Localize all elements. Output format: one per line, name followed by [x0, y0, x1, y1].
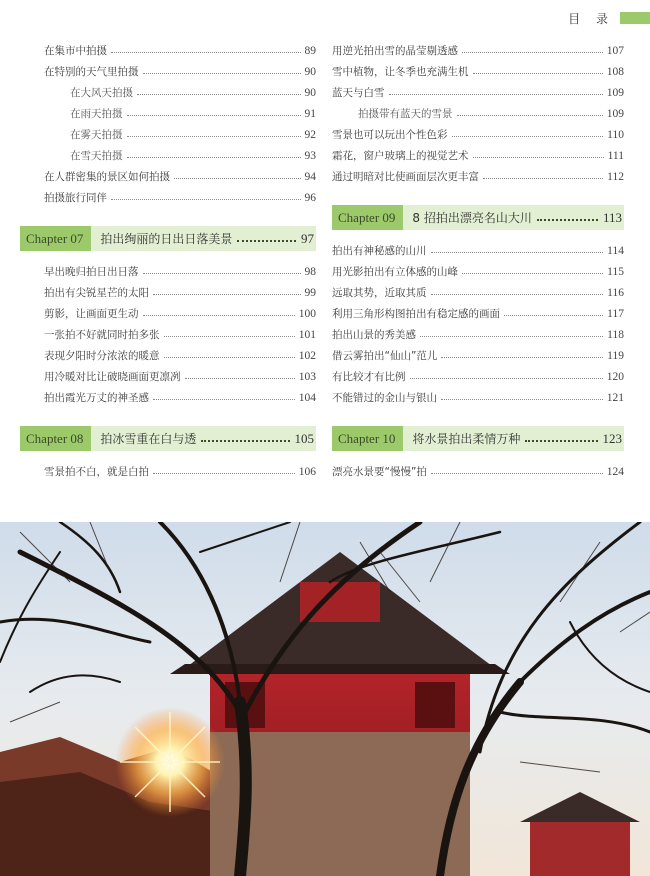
chapter-title: 拍冰雪重在白与透: [100, 432, 197, 446]
dot-leader: [127, 115, 301, 116]
toc-right-column: [332, 40, 624, 482]
toc-entry: [44, 282, 316, 303]
dot-leader: [420, 336, 603, 337]
chapter-heading: [20, 226, 316, 251]
dot-leader: [441, 399, 603, 400]
toc-entry-page-number: 90: [304, 65, 316, 78]
dot-leader: [504, 315, 603, 316]
dot-leader: [164, 336, 295, 337]
toc-entry-title: 拍摄带有蓝天的雪景: [358, 108, 453, 120]
toc-entry-page-number: 91: [304, 107, 316, 120]
toc-entry-title: 蓝天与白雪: [332, 87, 385, 99]
dot-leader: [457, 115, 603, 116]
dot-leader: [127, 157, 301, 158]
toc-entry-page-number: 118: [607, 328, 624, 341]
toc-subentry: [44, 124, 316, 145]
chapter-title: 8 招拍出漂亮名山大川: [412, 211, 532, 225]
toc-entry: [332, 240, 624, 261]
toc-entry-page-number: 116: [607, 286, 624, 299]
toc-entry: [332, 387, 624, 408]
toc-entry-title: 雪景也可以玩出个性色彩: [332, 129, 448, 141]
toc-entry-title: 利用三角形构图拍出有稳定感的画面: [332, 308, 500, 320]
toc-entry-page-number: 114: [607, 244, 624, 257]
toc-entry-page-number: 109: [606, 107, 624, 120]
toc-entry-title: 在大风天拍摄: [70, 87, 133, 99]
toc-entry-page-number: 108: [606, 65, 624, 78]
toc-entry: [332, 282, 624, 303]
toc-entry-title: 剪影，让画面更生动: [44, 308, 139, 320]
chapter-dot-leader: [525, 440, 597, 442]
dot-leader: [143, 73, 301, 74]
dot-leader: [153, 294, 301, 295]
toc-subentry: [44, 145, 316, 166]
toc-entry-title: 一张拍不好就同时拍多张: [44, 329, 160, 341]
toc-entry: [332, 461, 624, 482]
toc-entry-title: 雪景拍不白，就是白拍: [44, 466, 149, 478]
toc-entry-title: 通过明暗对比使画面层次更丰富: [332, 171, 479, 183]
toc-entry-page-number: 89: [304, 44, 316, 57]
toc-entry: [44, 387, 316, 408]
toc-entry-title: 有比较才有比例: [332, 371, 406, 383]
toc-entry-title: 用冷暖对比让破晓画面更凛冽: [44, 371, 181, 383]
toc-subentry: [44, 103, 316, 124]
toc-entry-page-number: 109: [606, 86, 624, 99]
toc-entry: [332, 324, 624, 345]
chapter-number-tag: Chapter 09: [332, 205, 403, 230]
toc-entry: [332, 61, 624, 82]
chapter-page-number: 113: [602, 209, 622, 225]
toc-entry: [44, 187, 316, 208]
toc-entry-page-number: 124: [606, 465, 624, 478]
toc-entry: [44, 324, 316, 345]
chapter-heading: [20, 426, 316, 451]
toc-entry-page-number: 94: [304, 170, 316, 183]
dot-leader: [431, 473, 603, 474]
toc-entry-page-number: 99: [304, 286, 316, 299]
toc-entry-page-number: 111: [607, 149, 624, 162]
dot-leader: [473, 73, 603, 74]
dot-leader: [164, 357, 295, 358]
dot-leader: [431, 252, 604, 253]
toc-entry: [332, 145, 624, 166]
toc-entry-title: 霜花，窗户玻璃上的视觉艺术: [332, 150, 469, 162]
toc-entry-title: 雪中植物，让冬季也充满生机: [332, 66, 469, 78]
chapter-title: 将水景拍出柔情万种: [412, 432, 521, 446]
chapter-page-number: 123: [602, 430, 622, 446]
dot-leader: [473, 157, 604, 158]
dot-leader: [143, 273, 301, 274]
cover-photo-temple-sunset: [0, 522, 650, 876]
toc-entry: [44, 40, 316, 61]
dot-leader: [410, 378, 603, 379]
chapter-dot-leader: [537, 219, 598, 221]
dot-leader: [452, 136, 604, 137]
toc-entry-page-number: 101: [298, 328, 316, 341]
chapter-dot-leader: [201, 440, 289, 442]
toc-entry-page-number: 93: [304, 149, 316, 162]
toc-entry: [332, 166, 624, 187]
toc-entry: [44, 345, 316, 366]
toc-entry: [44, 261, 316, 282]
toc-entry-title: 在集市中拍摄: [44, 45, 107, 57]
toc-entry-page-number: 96: [304, 191, 316, 204]
dot-leader: [137, 94, 301, 95]
dot-leader: [462, 273, 603, 274]
toc-entry-title: 在雨天拍摄: [70, 108, 123, 120]
toc-entry: [332, 82, 624, 103]
chapter-heading: [332, 205, 624, 230]
toc-entry-page-number: 90: [304, 86, 316, 99]
toc-entry: [44, 366, 316, 387]
toc-entry-title: 在人群密集的景区如何拍摄: [44, 171, 170, 183]
toc-entry-title: 不能错过的金山与银山: [332, 392, 437, 404]
toc-entry-page-number: 92: [304, 128, 316, 141]
toc-entry-title: 在雪天拍摄: [70, 150, 123, 162]
dot-leader: [185, 378, 295, 379]
toc-left-column: [26, 40, 316, 482]
toc-entry-title: 拍出霞光万丈的神圣感: [44, 392, 149, 404]
toc-entry: [332, 366, 624, 387]
dot-leader: [441, 357, 603, 358]
dot-leader: [174, 178, 301, 179]
chapter-number-tag: Chapter 10: [332, 426, 403, 451]
toc-entry-title: 在雾天拍摄: [70, 129, 123, 141]
toc-entry-title: 拍出有神秘感的山川: [332, 245, 427, 257]
toc-entry-title: 在特别的天气里拍摄: [44, 66, 139, 78]
toc-entry: [44, 303, 316, 324]
toc-entry-title: 用逆光拍出雪的晶莹剔透感: [332, 45, 458, 57]
toc-entry-title: 表现夕阳时分浓浓的暖意: [44, 350, 160, 362]
toc-entry-title: 拍出有尖锐星芒的太阳: [44, 287, 149, 299]
toc-entry-page-number: 103: [298, 370, 316, 383]
toc-entry-title: 早出晚归拍日出日落: [44, 266, 139, 278]
toc-entry-title: 拍出山景的秀美感: [332, 329, 416, 341]
chapter-page-number: 105: [294, 430, 314, 446]
toc-entry-page-number: 117: [607, 307, 624, 320]
dot-leader: [431, 294, 604, 295]
toc-subentry: [44, 82, 316, 103]
chapter-number-tag: Chapter 07: [20, 226, 91, 251]
toc-entry-page-number: 102: [298, 349, 316, 362]
toc-title: 目 录: [568, 11, 614, 26]
toc-entry-page-number: 121: [606, 391, 624, 404]
dot-leader: [483, 178, 603, 179]
dot-leader: [153, 399, 295, 400]
toc-entry-title: 远取其势，近取其质: [332, 287, 427, 299]
toc-entry: [332, 261, 624, 282]
dot-leader: [153, 473, 295, 474]
dot-leader: [127, 136, 301, 137]
dot-leader: [462, 52, 603, 53]
toc-entry-page-number: 119: [607, 349, 624, 362]
toc-entry-page-number: 115: [607, 265, 624, 278]
toc-entry-page-number: 110: [607, 128, 624, 141]
toc-subentry: [332, 103, 624, 124]
toc-entry-page-number: 120: [606, 370, 624, 383]
dot-leader: [143, 315, 295, 316]
toc-entry-title: 用光影拍出有立体感的山峰: [332, 266, 458, 278]
toc-entry-page-number: 107: [606, 44, 624, 57]
toc-entry: [332, 345, 624, 366]
toc-entry: [332, 303, 624, 324]
dot-leader: [111, 199, 301, 200]
toc-entry-page-number: 100: [298, 307, 316, 320]
chapter-dot-leader: [237, 240, 296, 242]
toc-entry-title: 借云雾拍出“仙山”范儿: [332, 350, 438, 362]
chapter-number-tag: Chapter 08: [20, 426, 91, 451]
toc-entry: [44, 61, 316, 82]
toc-entry-page-number: 112: [607, 170, 624, 183]
toc-entry-title: 拍摄旅行同伴: [44, 192, 107, 204]
chapter-heading: [332, 426, 624, 451]
toc-entry: [332, 124, 624, 145]
toc-entry: [332, 40, 624, 61]
dot-leader: [111, 52, 301, 53]
toc-entry-title: 漂亮水景要“慢慢”拍: [332, 466, 427, 478]
header-accent-bar: [620, 12, 650, 24]
dot-leader: [389, 94, 603, 95]
toc-entry-page-number: 104: [298, 391, 316, 404]
chapter-page-number: 97: [301, 230, 314, 246]
toc-entry-page-number: 106: [298, 465, 316, 478]
page-header: [568, 10, 650, 26]
toc-entry: [44, 461, 316, 482]
chapter-title: 拍出绚丽的日出日落美景: [100, 232, 233, 246]
toc-entry: [44, 166, 316, 187]
toc-entry-page-number: 98: [304, 265, 316, 278]
